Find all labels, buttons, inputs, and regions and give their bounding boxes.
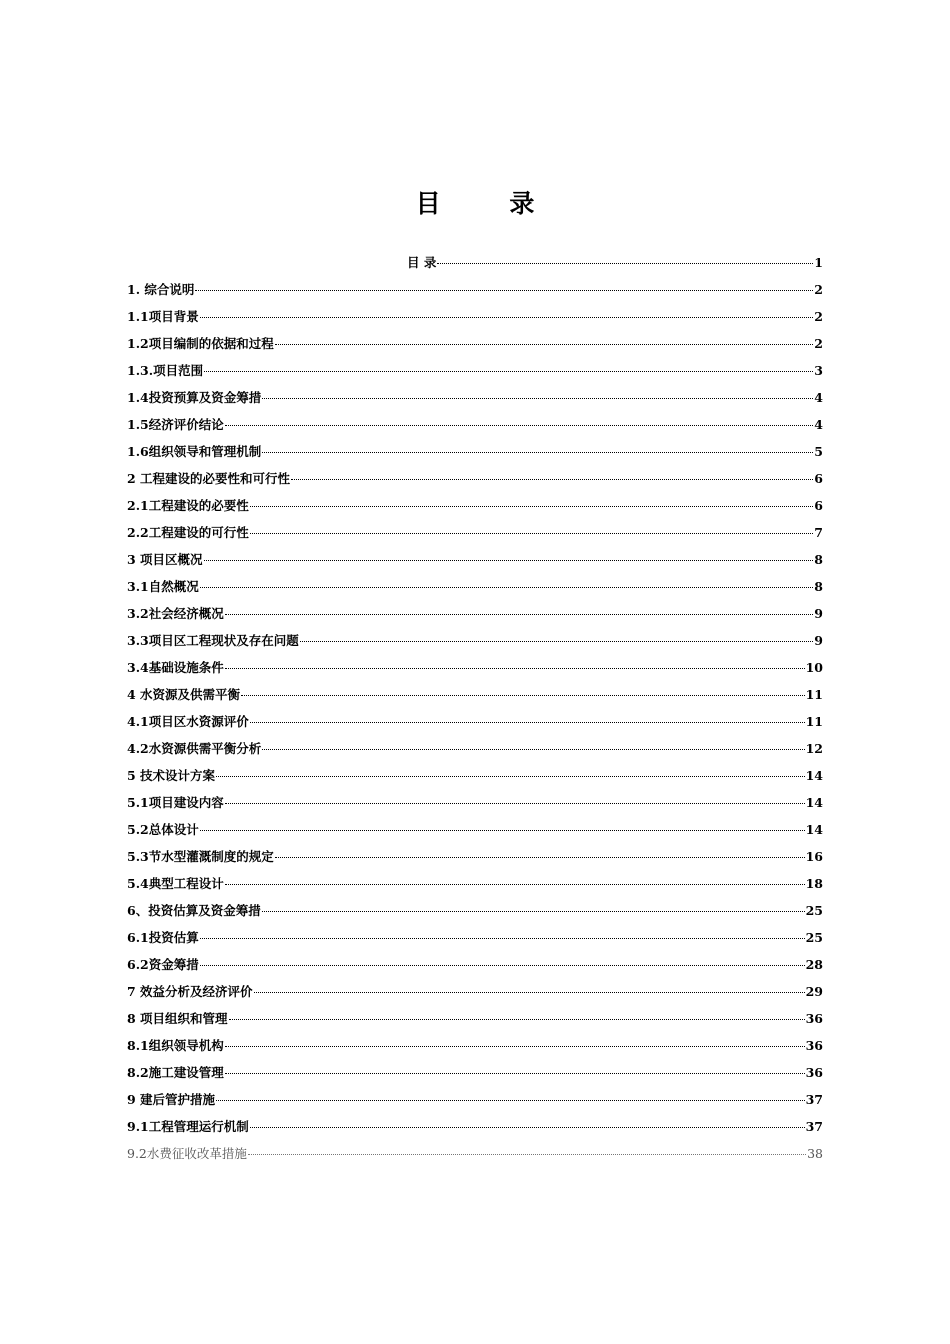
toc-entry-title: 1.1项目背景 bbox=[127, 309, 199, 324]
toc-leader-dots bbox=[195, 289, 813, 291]
toc-entry-title: 8.2施工建设管理 bbox=[127, 1065, 224, 1080]
toc-entry-title: 3.1自然概况 bbox=[127, 579, 199, 594]
toc-page-number: 7 bbox=[814, 525, 823, 540]
toc-page-number: 18 bbox=[805, 876, 823, 891]
toc-entry[interactable] bbox=[127, 1032, 823, 1059]
toc-entry[interactable] bbox=[127, 654, 823, 681]
toc-leader-dots bbox=[262, 451, 813, 453]
toc-page-number: 4 bbox=[814, 417, 823, 432]
toc-page-number: 6 bbox=[814, 471, 823, 486]
toc-entry[interactable] bbox=[127, 735, 823, 762]
toc-leader-dots bbox=[225, 613, 814, 615]
toc-entry[interactable] bbox=[127, 789, 823, 816]
toc-entry[interactable] bbox=[127, 1059, 823, 1086]
toc-leader-dots bbox=[200, 829, 805, 831]
toc-entry[interactable] bbox=[127, 249, 823, 276]
toc-page-number: 6 bbox=[814, 498, 823, 513]
toc-entry[interactable] bbox=[127, 681, 823, 708]
toc-entry-title: 5.3节水型灌溉制度的规定 bbox=[127, 849, 274, 864]
toc-entry[interactable] bbox=[127, 492, 823, 519]
page-title: 目 录 bbox=[415, 189, 565, 218]
toc-entry[interactable] bbox=[127, 438, 823, 465]
toc-entry-title: 3.2社会经济概况 bbox=[127, 606, 224, 621]
toc-leader-dots bbox=[204, 370, 813, 372]
toc-page-number: 8 bbox=[814, 579, 823, 594]
toc-leader-dots bbox=[225, 802, 805, 804]
toc-entry[interactable] bbox=[127, 762, 823, 789]
toc-entry-title: 1.3.项目范围 bbox=[127, 363, 204, 378]
toc-leader-dots bbox=[248, 1153, 806, 1155]
toc-page-number: 2 bbox=[814, 282, 823, 297]
toc-leader-dots bbox=[250, 532, 814, 534]
toc-page-number: 11 bbox=[805, 714, 823, 729]
toc-entry[interactable] bbox=[127, 384, 823, 411]
toc-page-number: 3 bbox=[814, 363, 823, 378]
toc-entry[interactable] bbox=[127, 357, 823, 384]
toc-entry-title: 3.4基础设施条件 bbox=[127, 660, 224, 675]
toc-entry-title: 3 项目区概况 bbox=[127, 552, 203, 567]
toc-entry-title: 5.1项目建设内容 bbox=[127, 795, 224, 810]
toc-page-number: 36 bbox=[805, 1011, 823, 1026]
toc-page-number: 2 bbox=[814, 309, 823, 324]
toc-entry-title: 7 效益分析及经济评价 bbox=[127, 984, 253, 999]
table-of-contents bbox=[127, 249, 823, 1167]
toc-entry[interactable] bbox=[127, 276, 823, 303]
toc-leader-dots bbox=[200, 937, 805, 939]
toc-entry[interactable] bbox=[127, 1086, 823, 1113]
toc-page-number: 9 bbox=[814, 633, 823, 648]
toc-leader-dots bbox=[250, 1126, 805, 1128]
toc-leader-dots bbox=[250, 721, 805, 723]
toc-leader-dots bbox=[200, 964, 805, 966]
toc-entry[interactable] bbox=[127, 843, 823, 870]
toc-leader-dots bbox=[262, 397, 813, 399]
toc-entry-title: 1.6组织领导和管理机制 bbox=[127, 444, 262, 459]
toc-page-number: 12 bbox=[805, 741, 823, 756]
toc-page-number: 25 bbox=[805, 903, 823, 918]
toc-page-number: 4 bbox=[814, 390, 823, 405]
toc-leader-dots bbox=[291, 478, 813, 480]
toc-leader-dots bbox=[241, 694, 805, 696]
toc-entry-title: 4.2水资源供需平衡分析 bbox=[127, 741, 262, 756]
toc-leader-dots bbox=[437, 262, 813, 264]
toc-page-number: 25 bbox=[805, 930, 823, 945]
toc-entry-title: 5 技术设计方案 bbox=[127, 768, 216, 783]
toc-page-number: 10 bbox=[805, 660, 823, 675]
toc-leader-dots bbox=[300, 640, 814, 642]
toc-page-number: 36 bbox=[805, 1065, 823, 1080]
toc-page-number: 1 bbox=[814, 255, 823, 270]
toc-leader-dots bbox=[225, 667, 805, 669]
toc-entry[interactable] bbox=[127, 600, 823, 627]
toc-entry[interactable] bbox=[127, 708, 823, 735]
toc-entry[interactable] bbox=[127, 816, 823, 843]
toc-page-number: 28 bbox=[805, 957, 823, 972]
toc-entry-title: 9.1工程管理运行机制 bbox=[127, 1119, 249, 1134]
toc-page-number: 37 bbox=[805, 1092, 823, 1107]
toc-page-number: 36 bbox=[805, 1038, 823, 1053]
toc-page-number: 14 bbox=[805, 768, 823, 783]
toc-page-number: 14 bbox=[805, 822, 823, 837]
toc-leader-dots bbox=[225, 1072, 805, 1074]
toc-entry[interactable] bbox=[127, 465, 823, 492]
toc-entry[interactable] bbox=[127, 924, 823, 951]
toc-leader-dots bbox=[225, 1045, 805, 1047]
toc-leader-dots bbox=[200, 586, 814, 588]
toc-entry-title: 1. 综合说明 bbox=[127, 282, 195, 297]
toc-leader-dots bbox=[250, 505, 814, 507]
toc-leader-dots bbox=[225, 883, 805, 885]
toc-page-number: 2 bbox=[814, 336, 823, 351]
toc-entry[interactable] bbox=[127, 519, 823, 546]
toc-entry[interactable] bbox=[127, 330, 823, 357]
toc-entry[interactable] bbox=[127, 951, 823, 978]
toc-entry-title: 8.1组织领导机构 bbox=[127, 1038, 224, 1053]
toc-page-number: 5 bbox=[814, 444, 823, 459]
toc-entry-title: 8 项目组织和管理 bbox=[127, 1011, 228, 1026]
toc-entry-title: 4 水资源及供需平衡 bbox=[127, 687, 241, 702]
toc-entry[interactable] bbox=[127, 411, 823, 438]
toc-page-number: 38 bbox=[807, 1146, 823, 1161]
toc-page-number: 14 bbox=[805, 795, 823, 810]
toc-page-number: 37 bbox=[805, 1119, 823, 1134]
toc-entry[interactable] bbox=[127, 1113, 823, 1140]
toc-leader-dots bbox=[254, 991, 805, 993]
toc-page-number: 16 bbox=[805, 849, 823, 864]
toc-entry[interactable] bbox=[127, 303, 823, 330]
toc-entry-title: 1.4投资预算及资金筹措 bbox=[127, 390, 262, 405]
toc-leader-dots bbox=[275, 343, 814, 345]
toc-entry[interactable] bbox=[127, 1005, 823, 1032]
toc-entry-title: 2.2工程建设的可行性 bbox=[127, 525, 249, 540]
toc-leader-dots bbox=[216, 1099, 805, 1101]
toc-leader-dots bbox=[216, 775, 805, 777]
toc-page-number: 8 bbox=[814, 552, 823, 567]
toc-entry-title: 1.5经济评价结论 bbox=[127, 417, 224, 432]
toc-leader-dots bbox=[275, 856, 805, 858]
toc-leader-dots bbox=[204, 559, 814, 561]
toc-page-number: 29 bbox=[805, 984, 823, 999]
toc-entry-title: 6.2资金筹措 bbox=[127, 957, 199, 972]
toc-entry-title: 5.2总体设计 bbox=[127, 822, 199, 837]
toc-entry-title: 9 建后管护措施 bbox=[127, 1092, 216, 1107]
toc-entry[interactable] bbox=[127, 546, 823, 573]
toc-entry[interactable] bbox=[127, 897, 823, 924]
toc-entry[interactable] bbox=[127, 870, 823, 897]
toc-entry-title: 4.1项目区水资源评价 bbox=[127, 714, 249, 729]
toc-page-number: 9 bbox=[814, 606, 823, 621]
toc-leader-dots bbox=[262, 910, 805, 912]
toc-leader-dots bbox=[225, 424, 814, 426]
toc-entry[interactable] bbox=[127, 978, 823, 1005]
toc-leader-dots bbox=[262, 748, 804, 750]
toc-entry-title: 2 工程建设的必要性和可行性 bbox=[127, 471, 291, 486]
toc-entry[interactable] bbox=[127, 1140, 823, 1167]
toc-page-number: 11 bbox=[805, 687, 823, 702]
toc-leader-dots bbox=[229, 1018, 805, 1020]
toc-entry-title: 5.4典型工程设计 bbox=[127, 876, 224, 891]
toc-entry[interactable] bbox=[127, 573, 823, 600]
toc-leader-dots bbox=[200, 316, 814, 318]
toc-entry-title: 6.1投资估算 bbox=[127, 930, 199, 945]
toc-entry[interactable] bbox=[127, 627, 823, 654]
toc-entry-title: 2.1工程建设的必要性 bbox=[127, 498, 249, 513]
toc-entry-title: 9.2水费征收改革措施 bbox=[127, 1146, 247, 1161]
toc-entry-title: 6、投资估算及资金筹措 bbox=[127, 903, 261, 918]
toc-entry-title: 目 录 bbox=[407, 255, 437, 270]
toc-entry-title: 1.2项目编制的依据和过程 bbox=[127, 336, 274, 351]
toc-entry-title: 3.3项目区工程现状及存在问题 bbox=[127, 633, 299, 648]
